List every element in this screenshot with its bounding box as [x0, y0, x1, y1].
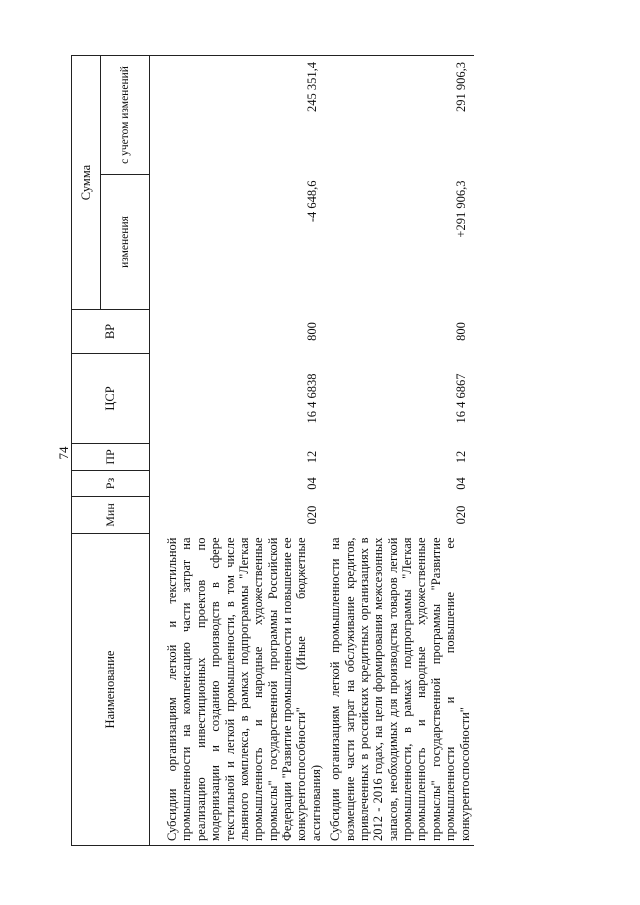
row-name: Субсидии организациям легкой промышленности на возмещение части затрат на обслуживание кредитов, привлеченных в российских кредитных организациях в 2012 - 2016 годах, на цели формирования межсезонных запасов, необходимых для производства товаров легкой промышленности, в рамках подпрограммы "Легкая промышленность и народные художественные промыслы" государственной программы "Развитие промышленности и повышение ее конкурентоспособности" — [325, 534, 474, 846]
header-row — [72, 56, 101, 846]
row-with-changes: 291 906,3 — [325, 56, 474, 175]
page-number: 74 — [56, 446, 71, 460]
header-csr: ЦСР — [72, 354, 150, 444]
row-change: -4 648,6 — [304, 180, 319, 223]
header-rz: Рз — [72, 471, 150, 497]
row-with-changes: 245 351,4 — [162, 56, 325, 175]
budget-table — [71, 55, 474, 846]
row-vr: 800 — [453, 322, 468, 341]
header-sum: Сумма — [72, 56, 101, 310]
header-name: Наименование — [72, 534, 150, 846]
rotated-page — [71, 56, 579, 846]
row-csr: 16 4 6838 — [304, 373, 319, 424]
row-csr: 16 4 6867 — [453, 373, 468, 424]
row-min: 020 — [453, 505, 468, 525]
row-rz: 04 — [304, 477, 319, 490]
header-vr: ВР — [72, 310, 150, 354]
row-pr: 12 — [453, 450, 468, 464]
row-pr: 12 — [304, 450, 319, 464]
row-min: 020 — [304, 505, 319, 525]
table-row — [325, 56, 474, 846]
row-vr: 800 — [304, 322, 319, 341]
row-change: +291 906,3 — [453, 180, 468, 238]
table-row — [162, 56, 325, 846]
row-name: Субсидии организациям легкой и текстильной промышленности на компенсацию части затрат на реализацию инвестиционных проектов по модернизации и созданию производств в сфере текстильной и легкой промышленности, в том числе льняного комплекса, в рамках подпрограммы "Легкая промышленность и народные художественные промыслы" государственной программы Российской Федерации "Развитие промышленности и повышение ее конкурентоспособности" (Иные бюджетные ассигнования) — [162, 534, 325, 846]
row-rz: 04 — [453, 477, 468, 490]
header-with-changes: с учетом изменений — [101, 56, 150, 175]
header-min: Мин — [72, 497, 150, 534]
header-change: изменения — [101, 175, 150, 310]
header-pr: ПР — [72, 444, 150, 471]
spacer-row — [150, 56, 163, 846]
